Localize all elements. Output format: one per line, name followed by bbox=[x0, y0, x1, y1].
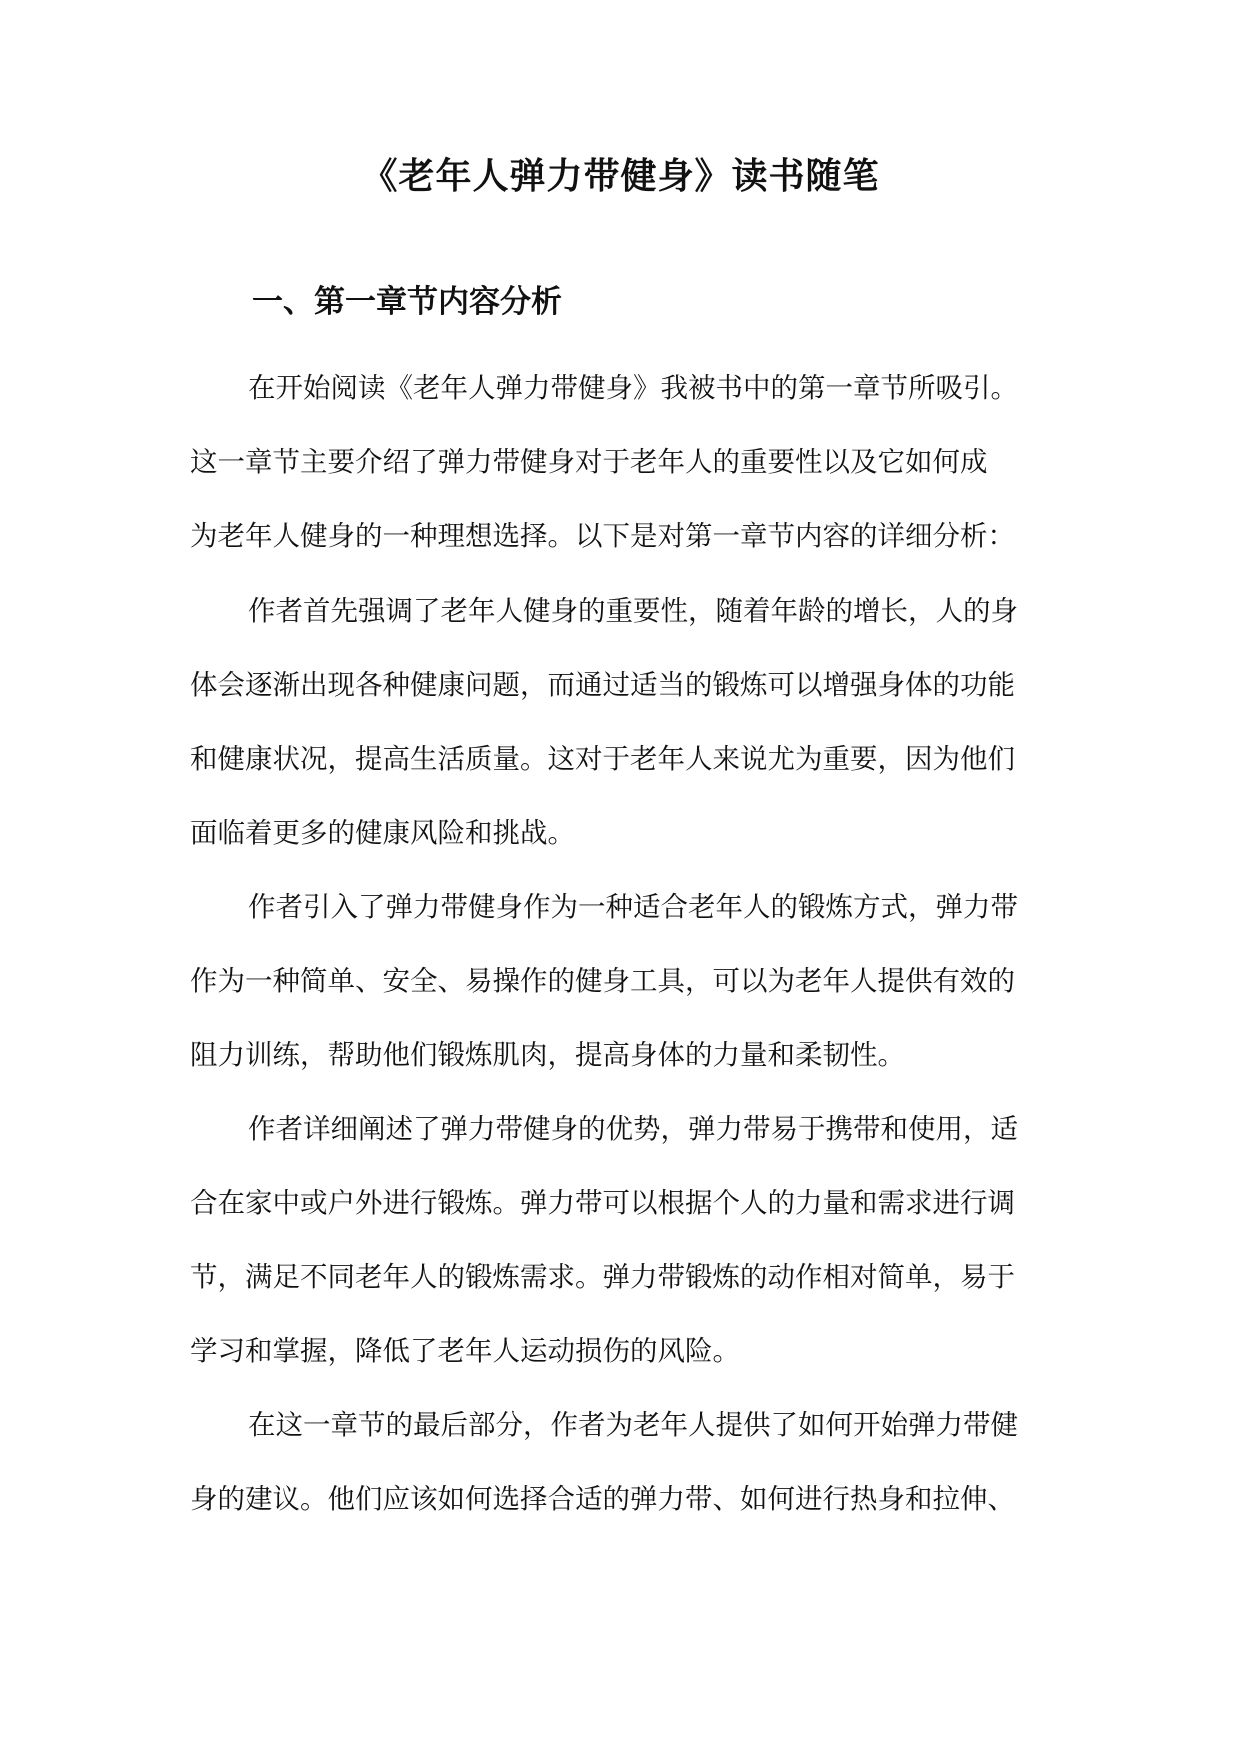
paragraph-line: 身的建议。他们应该如何选择合适的弹力带、如何进行热身和拉伸、 bbox=[190, 1483, 1015, 1515]
page-title: 《老年人弹力带健身》读书随笔 bbox=[361, 155, 880, 197]
paragraph-line: 作者详细阐述了弹力带健身的优势，弹力带易于携带和使用，适 bbox=[248, 1113, 1018, 1145]
paragraph-line: 合在家中或户外进行锻炼。弹力带可以根据个人的力量和需求进行调 bbox=[190, 1187, 1015, 1219]
paragraph-line: 在这一章节的最后部分，作者为老年人提供了如何开始弹力带健 bbox=[248, 1409, 1018, 1441]
paragraph-line: 阻力训练，帮助他们锻炼肌肉，提高身体的力量和柔韧性。 bbox=[190, 1039, 905, 1071]
paragraph-line: 面临着更多的健康风险和挑战。 bbox=[190, 817, 575, 849]
paragraph-line: 作者首先强调了老年人健身的重要性，随着年龄的增长，人的身 bbox=[248, 595, 1018, 627]
paragraph-line: 这一章节主要介绍了弹力带健身对于老年人的重要性以及它如何成 bbox=[190, 446, 988, 478]
paragraph-line: 为老年人健身的一种理想选择。以下是对第一章节内容的详细分析： bbox=[190, 520, 1015, 552]
paragraph-line: 作为一种简单、安全、易操作的健身工具，可以为老年人提供有效的 bbox=[190, 965, 1015, 997]
paragraph-line: 作者引入了弹力带健身作为一种适合老年人的锻炼方式，弹力带 bbox=[248, 891, 1018, 923]
paragraph-line: 在开始阅读《老年人弹力带健身》我被书中的第一章节所吸引。 bbox=[248, 372, 1018, 404]
paragraph-line: 和健康状况，提高生活质量。这对于老年人来说尤为重要，因为他们 bbox=[190, 743, 1015, 775]
paragraph-line: 学习和掌握，降低了老年人运动损伤的风险。 bbox=[190, 1335, 740, 1367]
paragraph-line: 体会逐渐出现各种健康问题，而通过适当的锻炼可以增强身体的功能 bbox=[190, 669, 1015, 701]
section-heading: 一、第一章节内容分析 bbox=[252, 284, 562, 320]
paragraph-line: 节，满足不同老年人的锻炼需求。弹力带锻炼的动作相对简单，易于 bbox=[190, 1261, 1015, 1293]
